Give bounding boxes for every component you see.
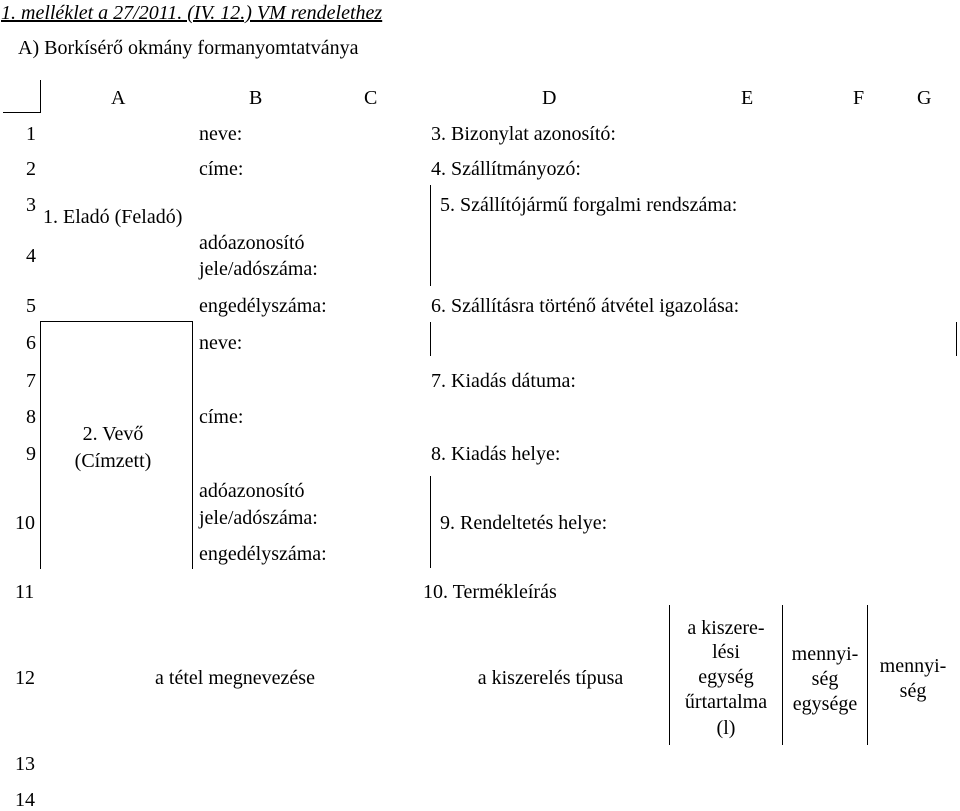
unit-volume-header-1: a kiszere- bbox=[687, 617, 765, 639]
column-header: F bbox=[853, 87, 865, 109]
seller-tax-label-2: jele/adószáma: bbox=[199, 258, 318, 280]
column-header: D bbox=[542, 87, 557, 109]
form-title: A) Borkísérő okmány formanyomtatványa bbox=[18, 37, 359, 59]
row-number: 2 bbox=[26, 158, 36, 180]
seller-tax-label-1: adóazonosító bbox=[199, 232, 305, 254]
row-number: 7 bbox=[26, 370, 36, 392]
field-border bbox=[956, 322, 957, 356]
destination-label: 9. Rendeltetés helye: bbox=[440, 512, 608, 534]
quantity-header-1: mennyi- bbox=[879, 655, 947, 677]
buyer-box-border bbox=[40, 321, 193, 322]
quantity-header-2: ség bbox=[899, 680, 927, 702]
issue-place-label: 8. Kiadás helye: bbox=[431, 443, 561, 465]
buyer-box-border bbox=[40, 321, 41, 569]
column-header: G bbox=[917, 87, 932, 109]
seller-address-label: címe: bbox=[199, 158, 244, 180]
issue-date-label: 7. Kiadás dátuma: bbox=[431, 370, 576, 392]
annex-reference: 1. melléklet a 27/2011. (IV. 12.) VM rendelethez bbox=[1, 2, 383, 24]
package-type-header: a kiszerelés típusa bbox=[477, 667, 624, 689]
row-number: 3 bbox=[26, 194, 36, 216]
buyer-tax-label-1: adóazonosító bbox=[199, 480, 305, 502]
quantity-unit-header-1: mennyi- bbox=[791, 643, 859, 665]
doc-id-label: 3. Bizonylat azonosító: bbox=[431, 123, 616, 145]
column-header: B bbox=[249, 87, 263, 109]
column-header: A bbox=[111, 87, 126, 109]
row-number: 5 bbox=[26, 295, 36, 317]
buyer-heading-1: 2. Vevő bbox=[82, 423, 144, 445]
field-border bbox=[430, 185, 431, 286]
corner-line bbox=[40, 80, 41, 113]
seller-heading: 1. Eladó (Feladó) bbox=[43, 206, 183, 228]
row-number: 8 bbox=[26, 406, 36, 428]
vehicle-label: 5. Szállítójármű forgalmi rendszáma: bbox=[440, 194, 738, 216]
row-number: 11 bbox=[15, 581, 35, 603]
row-number: 9 bbox=[26, 443, 36, 465]
corner-line bbox=[3, 112, 41, 113]
row-number: 4 bbox=[26, 245, 36, 267]
seller-name-label: neve: bbox=[199, 123, 243, 145]
product-description-heading: 10. Termékleírás bbox=[423, 581, 557, 603]
row-number: 14 bbox=[15, 789, 35, 811]
field-border bbox=[430, 476, 431, 568]
quantity-unit-header-2: ség bbox=[811, 668, 839, 690]
row-number: 1 bbox=[26, 123, 36, 145]
buyer-license-label: engedélyszáma: bbox=[199, 543, 327, 565]
row-number: 10 bbox=[15, 512, 35, 534]
buyer-box-border bbox=[192, 321, 193, 569]
unit-volume-header-3: egység bbox=[698, 666, 754, 688]
seller-license-label: engedélyszáma: bbox=[199, 295, 327, 317]
carrier-label: 4. Szállítmányozó: bbox=[431, 158, 581, 180]
row-number: 13 bbox=[15, 753, 35, 775]
item-name-header: a tétel megnevezése bbox=[155, 667, 315, 689]
buyer-address-label: címe: bbox=[199, 406, 244, 428]
buyer-heading-2: (Címzett) bbox=[74, 450, 152, 472]
row-number: 6 bbox=[26, 332, 36, 354]
row-number: 12 bbox=[15, 667, 35, 689]
column-header: E bbox=[741, 87, 754, 109]
buyer-tax-label-2: jele/adószáma: bbox=[199, 507, 318, 529]
unit-volume-header-4: űrtartalma bbox=[684, 691, 768, 713]
column-header: C bbox=[364, 87, 378, 109]
unit-volume-header-5: (l) bbox=[716, 717, 736, 739]
unit-volume-header-2: lési bbox=[712, 641, 740, 663]
quantity-unit-header-3: egysége bbox=[792, 693, 858, 715]
buyer-name-label: neve: bbox=[199, 332, 243, 354]
receipt-label: 6. Szállításra történő átvétel igazolása: bbox=[431, 295, 740, 317]
field-border bbox=[430, 322, 431, 356]
